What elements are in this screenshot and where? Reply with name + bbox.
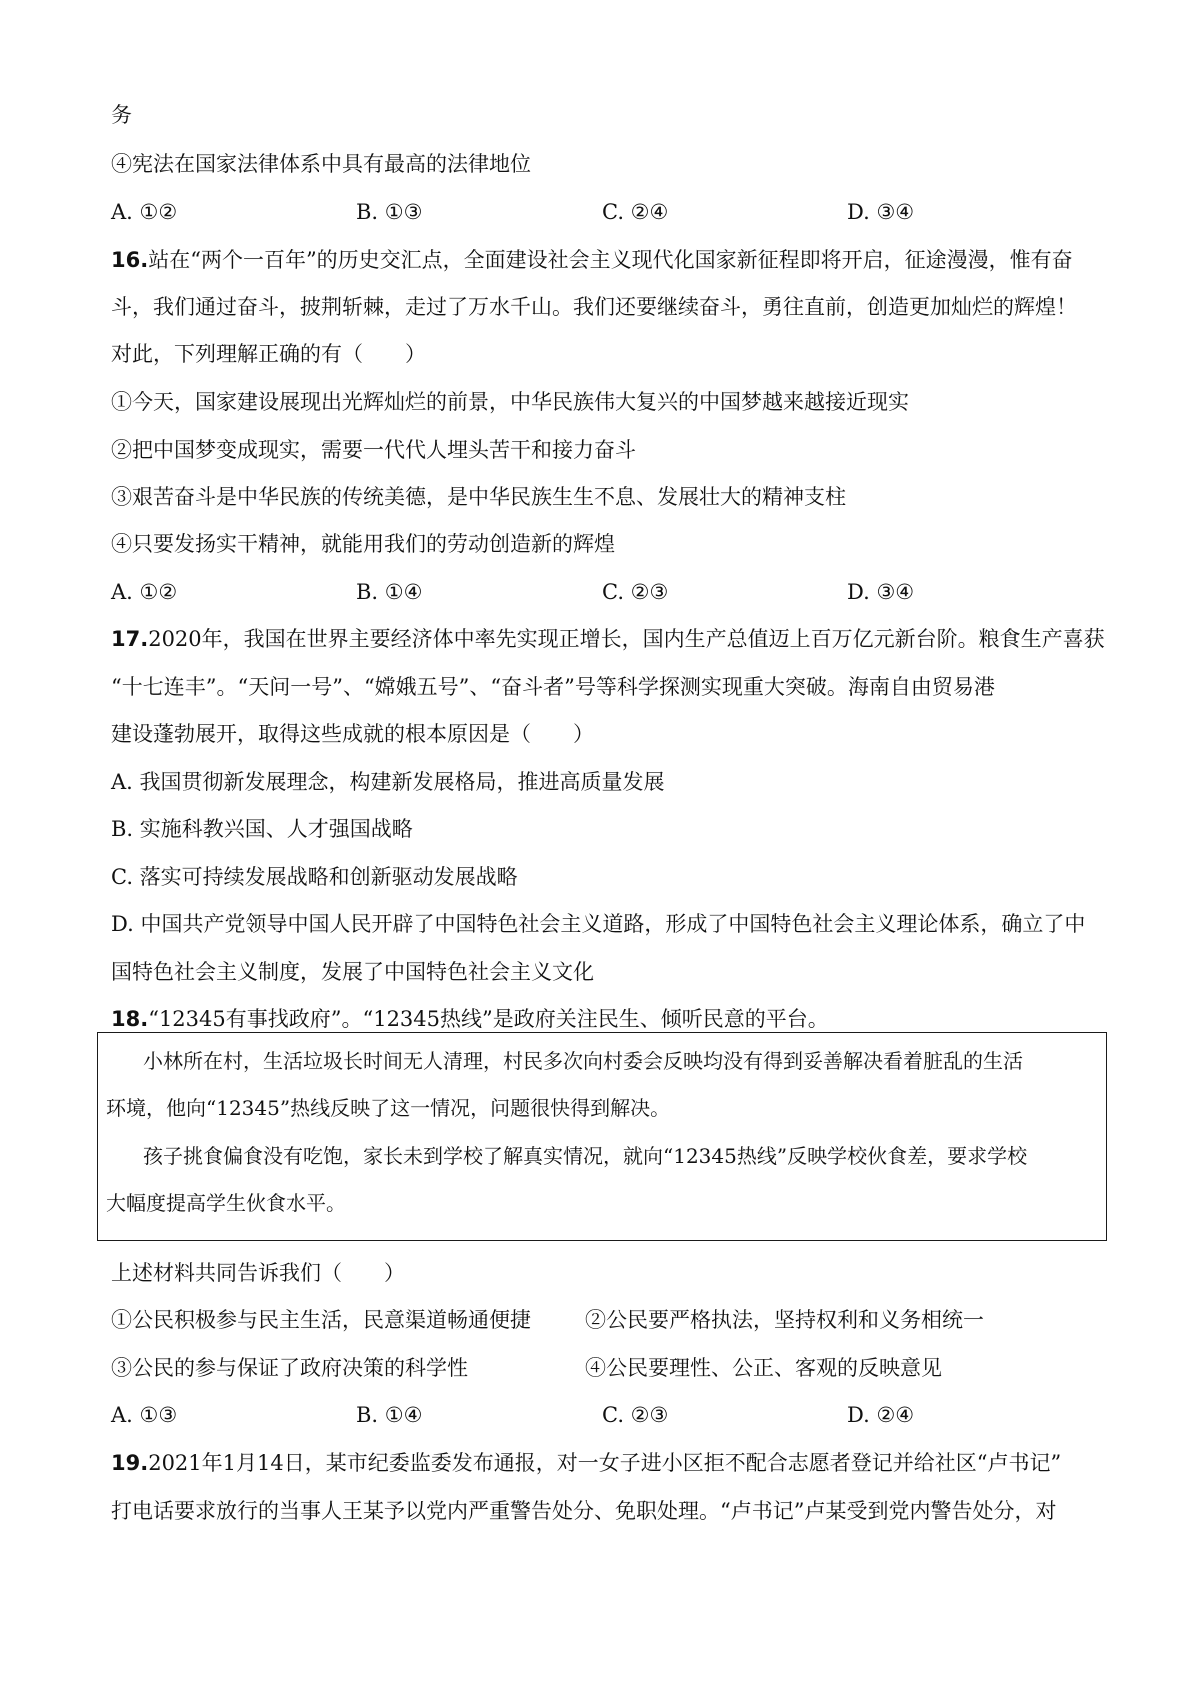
q17-stem-line-1 (111, 624, 1105, 654)
q15-option-d[interactable]: D. ③④ (847, 200, 915, 224)
q18-number: 18. (111, 1007, 149, 1031)
q18-option-d[interactable]: D. ②④ (847, 1403, 915, 1427)
q16-stem-line-1 (111, 245, 1073, 275)
q16-statement-1: ①今天，国家建设展现出光辉灿烂的前景，中华民族伟大复兴的中国梦越来越接近现实 (111, 390, 909, 414)
q17-option-a[interactable]: A. 我国贯彻新发展理念，构建新发展格局，推进高质量发展 (111, 770, 665, 794)
q18-statement-1: ①公民积极参与民主生活，民意渠道畅通便捷 (111, 1308, 531, 1332)
q18-statement-2: ②公民要严格执法，坚持权利和义务相统一 (585, 1308, 984, 1332)
q18-option-a[interactable]: A. ①③ (111, 1403, 178, 1427)
q17-option-b[interactable]: B. 实施科教兴国、人才强国战略 (111, 817, 413, 841)
q16-number: 16. (111, 248, 149, 272)
q17-option-d[interactable]: D. 中国共产党领导中国人民开辟了中国特色社会主义道路，形成了中国特色社会主义理论体系，确立了中 (111, 912, 1086, 936)
q16-statement-4: ④只要发扬实干精神，就能用我们的劳动创造新的辉煌 (111, 532, 615, 556)
q15-option-a[interactable]: A. ①② (111, 200, 178, 224)
q17-stem-line-3: 建设蓬勃展开，取得这些成就的根本原因是（ ） (111, 722, 594, 746)
material-box (97, 1032, 1107, 1241)
q19-stem-text-1: 2021年1月14日，某市纪委监委发布通报，对一女子进小区拒不配合志愿者登记并给社区“卢书记” (148, 1451, 1062, 1475)
q16-option-b[interactable]: B. ①④ (356, 580, 423, 604)
q17-stem-line-2: “十七连丰”。“天问一号”、“嫦娥五号”、“奋斗者”号等科学探测实现重大突破。海南自由贸易港 (111, 675, 995, 699)
q15-option-c[interactable]: C. ②④ (602, 200, 669, 224)
material-para-2-line-2: 大幅度提高学生伙食水平。 (106, 1191, 346, 1215)
q16-option-d[interactable]: D. ③④ (847, 580, 915, 604)
q16-option-c[interactable]: C. ②③ (602, 580, 669, 604)
q15-option-b[interactable]: B. ①③ (356, 200, 423, 224)
q15-statement-4: ④宪法在国家法律体系中具有最高的法律地位 (111, 152, 531, 176)
q18-option-c[interactable]: C. ②③ (602, 1403, 669, 1427)
q18-statement-4: ④公民要理性、公正、客观的反映意见 (585, 1356, 942, 1380)
material-para-1-line-1: 小林所在村，生活垃圾长时间无人清理，村民多次向村委会反映均没有得到妥善解决看着脏乱的生活 (143, 1049, 1023, 1073)
material-para-2-line-1: 孩子挑食偏食没有吃饱，家长未到学校了解真实情况，就向“12345热线”反映学校伙食差，要求学校 (143, 1144, 1028, 1168)
q19-number: 19. (111, 1451, 149, 1475)
q16-stem-line-2: 斗，我们通过奋斗，披荆斩棘，走过了万水千山。我们还要继续奋斗，勇往直前，创造更加灿烂的辉煌！ (111, 295, 1077, 319)
q18-statement-3: ③公民的参与保证了政府决策的科学性 (111, 1356, 468, 1380)
q18-stem-line-1 (111, 1004, 829, 1034)
q19-stem-line-1 (111, 1448, 1061, 1478)
material-para-1-line-2: 环境，他向“12345”热线反映了这一情况，问题很快得到解决。 (106, 1096, 671, 1120)
q18-option-b[interactable]: B. ①④ (356, 1403, 423, 1427)
q19-stem-line-2: 打电话要求放行的当事人王某予以党内严重警告处分、免职处理。“卢书记”卢某受到党内警告处分，对 (111, 1499, 1057, 1523)
q16-statement-2: ②把中国梦变成现实，需要一代代人埋头苦干和接力奋斗 (111, 438, 636, 462)
q17-stem-text-1: 2020年，我国在世界主要经济体中率先实现正增长，国内生产总值迈上百万亿元新台阶。粮食生产喜获 (148, 627, 1105, 651)
q17-option-d-continued: 国特色社会主义制度，发展了中国特色社会主义文化 (111, 960, 594, 984)
q17-option-c[interactable]: C. 落实可持续发展战略和创新驱动发展战略 (111, 865, 518, 889)
q16-stem-line-3: 对此，下列理解正确的有（ ） (111, 342, 426, 366)
q17-number: 17. (111, 627, 149, 651)
q15-continuation: 务 (111, 103, 132, 127)
q18-stem-line-2: 上述材料共同告诉我们（ ） (111, 1261, 405, 1285)
q16-stem-text-1: 站在“两个一百年”的历史交汇点，全面建设社会主义现代化国家新征程即将开启，征途漫漫，惟有奋 (148, 248, 1073, 272)
q16-option-a[interactable]: A. ①② (111, 580, 178, 604)
q16-statement-3: ③艰苦奋斗是中华民族的传统美德，是中华民族生生不息、发展壮大的精神支柱 (111, 485, 846, 509)
q18-stem-text-1: “12345有事找政府”。“12345热线”是政府关注民生、倾听民意的平台。 (148, 1007, 829, 1031)
